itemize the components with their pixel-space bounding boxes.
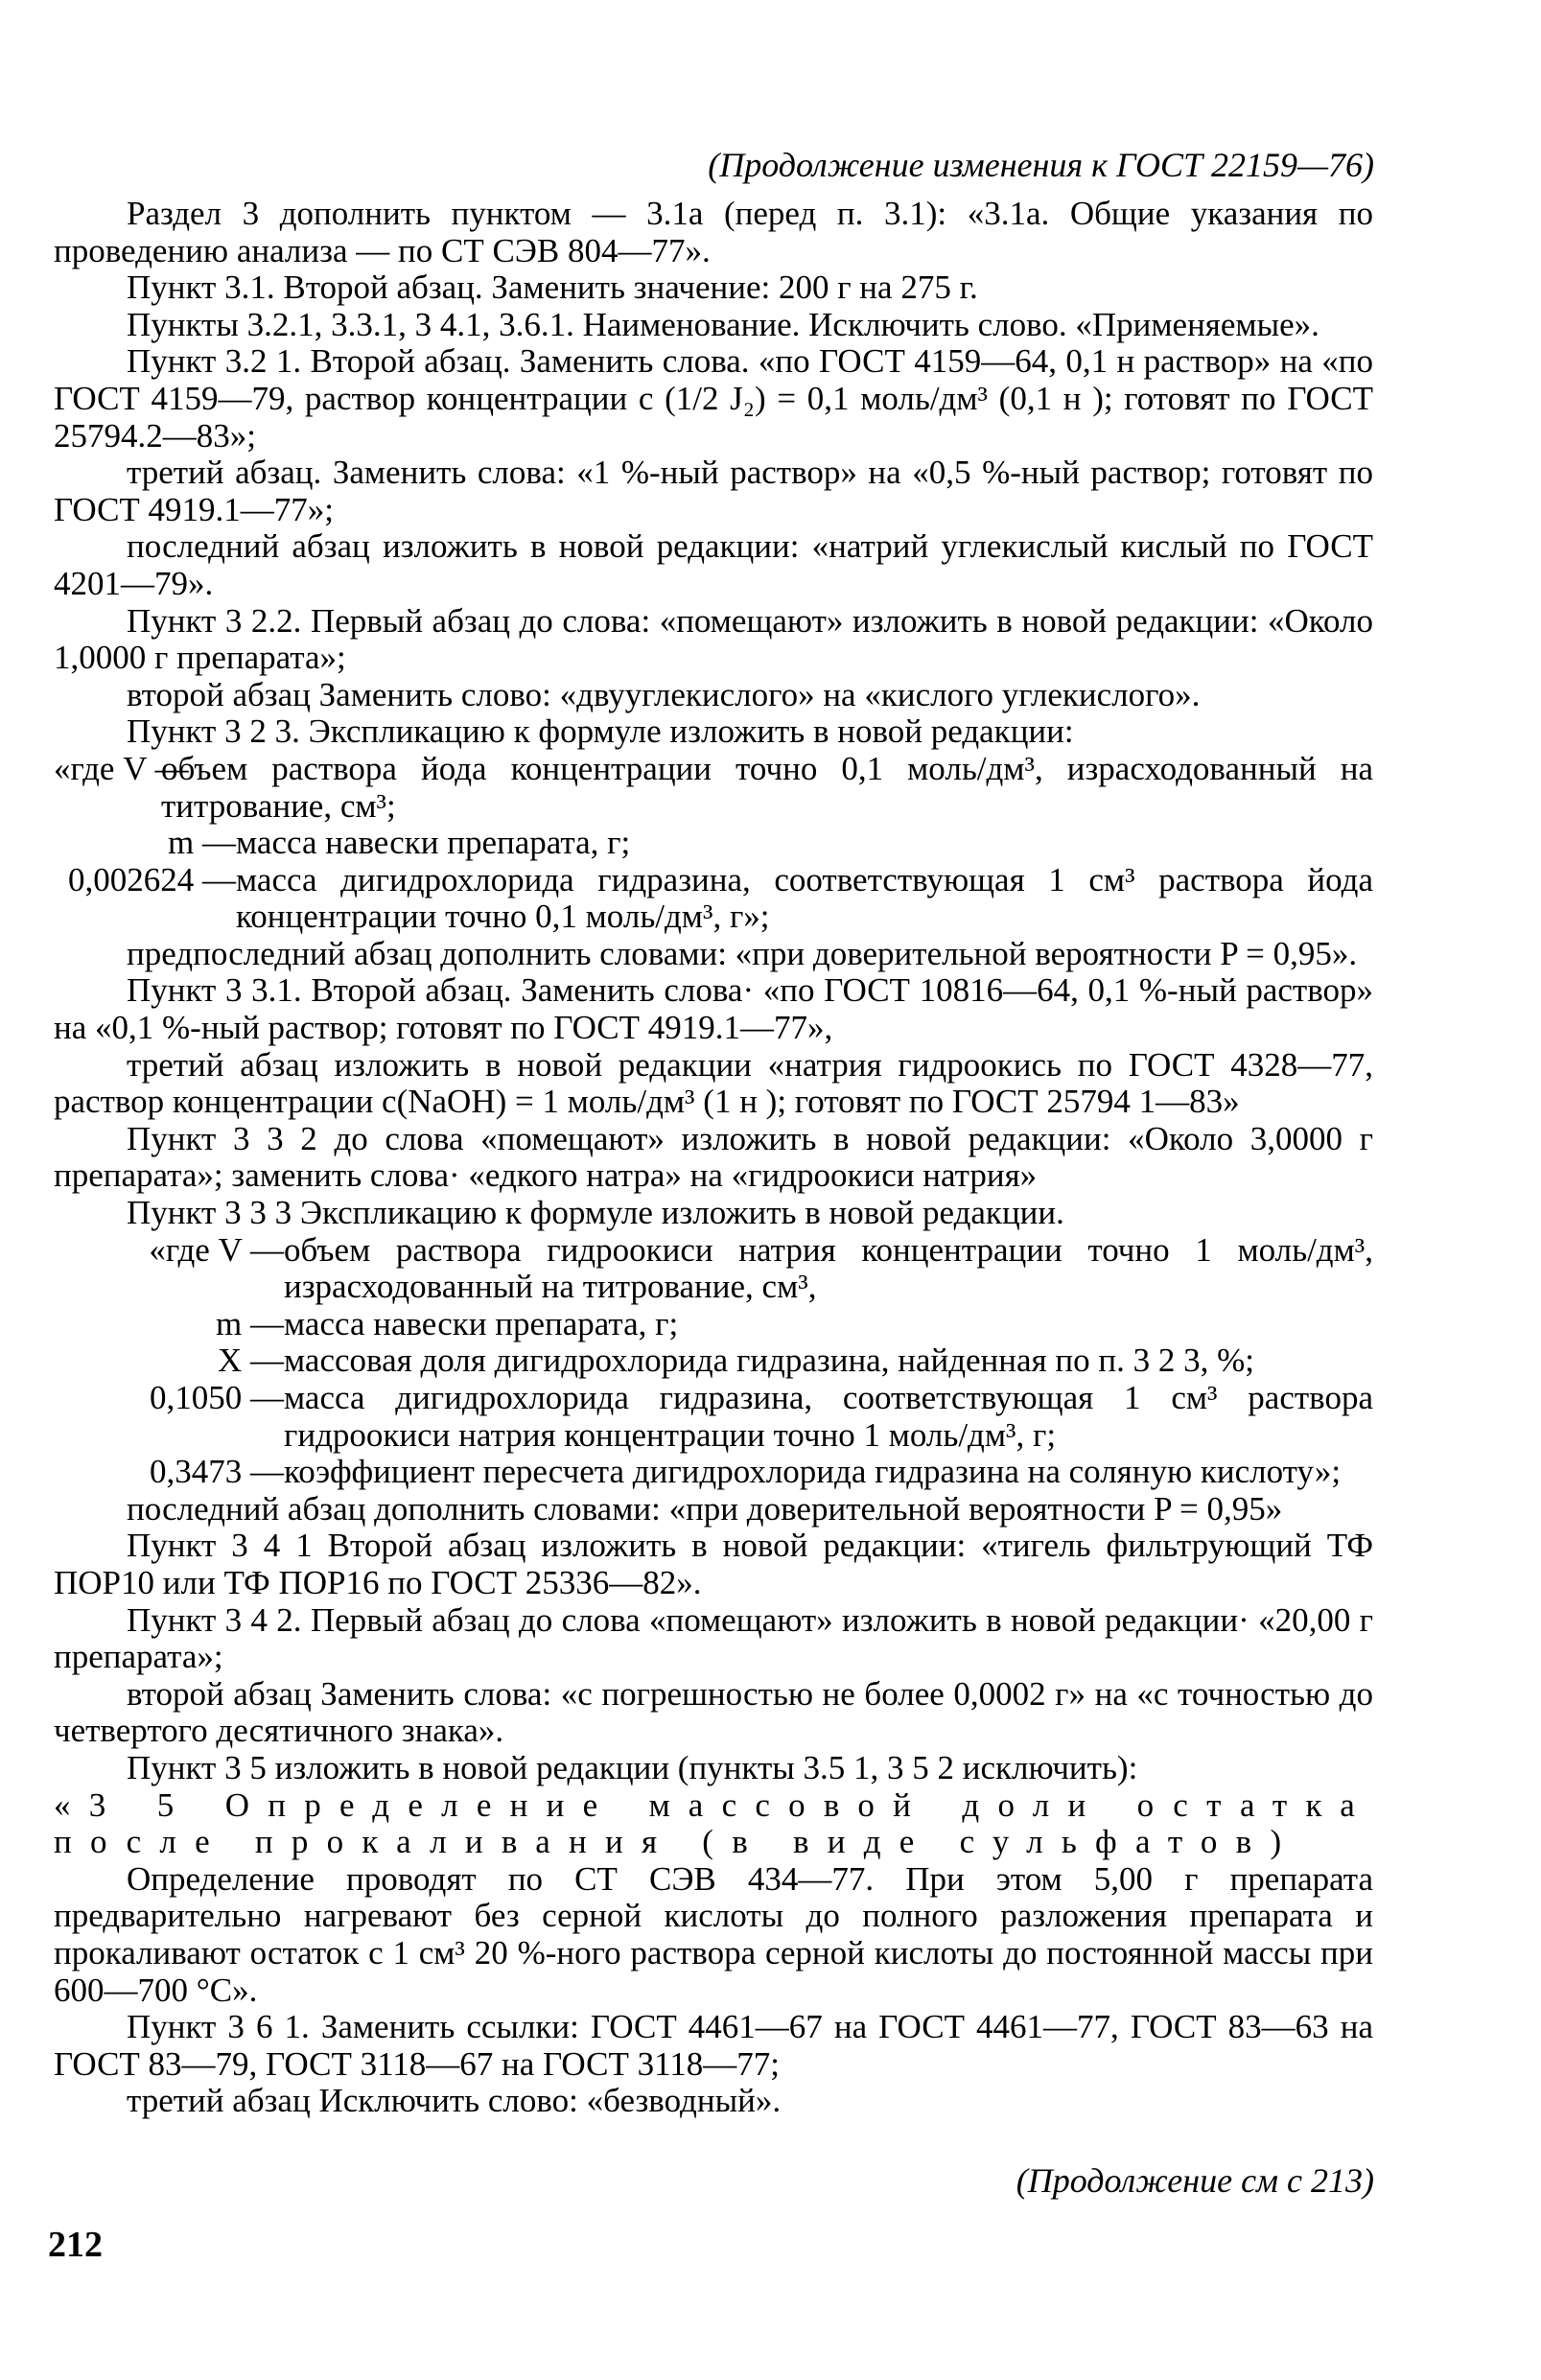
explication-item: [54, 751, 1373, 825]
amendment-paragraph: Пункт 3 3 3 Экспликацию к формуле изложить в новой редакции.: [127, 1194, 1064, 1232]
amendment-paragraph: третий абзац Исключить слово: «безводный».: [127, 2082, 782, 2120]
amendment-paragraph: предпоследний абзац дополнить словами: «при доверительной вероятности P = 0,95».: [127, 934, 1358, 972]
amendment-paragraph: Пункт 3 4 2. Первый абзац до слова «помещают» изложить в новой редакции· «20,00 г препарата»;: [54, 1600, 1373, 1676]
explication-description: масса дигидрохлорида гидразина, соответствующая 1 см³ раствора йода концентрации точно 0,1 моль/дм³, г»;: [236, 860, 1373, 936]
explication-item: [54, 1232, 1373, 1306]
amendment-paragraph: второй абзац Заменить слово: «двууглекислого» на «кислого углекислого».: [127, 675, 1201, 713]
explication-description: масса навески препарата, г;: [236, 824, 631, 862]
amendment-paragraph: второй абзац Заменить слова: «с погрешностью не более 0,0002 г» на «с точностью до четвертого десятичного знака».: [54, 1674, 1373, 1750]
explication-symbol: m —: [168, 824, 236, 862]
amendment-paragraph: Пункт 3.1. Второй абзац. Заменить значение: 200 г на 275 г.: [127, 268, 978, 307]
amendment-paragraph: Пункты 3.2.1, 3.3.1, 3 4.1, 3.6.1. Наименование. Исключить слово. «Применяемые».: [127, 305, 1319, 343]
amendment-paragraph: Пункт 3 5 изложить в новой редакции (пункты 3.5 1, 3 5 2 исключить):: [127, 1748, 1138, 1786]
amendment-paragraph: Пункт 3 3.1. Второй абзац. Заменить слова· «по ГОСТ 10816—64, 0,1 %-ный раствор» на «0,1 %-ный раствор; готовят по ГОСТ 4919.1—77»,: [54, 971, 1373, 1047]
explication-item: [54, 1306, 1373, 1343]
amendment-paragraph: Пункт 3 3 2 до слова «помещают» изложить в новой редакции: «Около 3,0000 г препарата»; заменить слова· «едкого натра» на «гидроокиси натрия»: [54, 1119, 1373, 1195]
explication-description: масса навески препарата, г;: [284, 1304, 679, 1342]
explication-item: [54, 825, 1373, 862]
amendment-paragraph: Пункт 3 4 1 Второй абзац изложить в новой редакции: «тигель фильтрующий ТФ ПОР10 или ТФ ПОР16 по ГОСТ 25336—82».: [54, 1527, 1373, 1601]
explication-symbol: m —: [216, 1304, 284, 1342]
explication-description: коэффициент пересчета дигидрохлорида гидразина на соляную кислоту»;: [284, 1453, 1342, 1491]
amendment-paragraph: последний абзац изложить в новой редакции: «натрий углекислый кислый по ГОСТ 4201—79».: [54, 527, 1373, 602]
explication-description: массовая доля дигидрохлорида гидразина, найденная по п. 3 2 3, %;: [284, 1342, 1254, 1380]
amendment-body: [54, 196, 1373, 2120]
explication-description: масса дигидрохлорида гидразина, соответствующая 1 см³ раствора гидроокиси натрия концентрации точно 1 моль/дм³, г;: [284, 1379, 1373, 1454]
explication-item: [54, 1380, 1373, 1454]
explication-item: [54, 1454, 1373, 1491]
page-number: 212: [48, 2225, 103, 2265]
explication-symbol: 0,002624 —: [68, 860, 236, 898]
explication-item: [54, 862, 1373, 936]
amendment-paragraph: Пункт 3.2 1. Второй абзац. Заменить слова. «по ГОСТ 4159—64, 0,1 н раствор» на «по ГОСТ 4159—79, раствор концентрации с (1/2 J₂) = 0,1 моль/дм³ (0,1 н ); готовят по ГОСТ 25794.2—83»;: [54, 342, 1373, 455]
explication-symbol: «где V —: [149, 1230, 284, 1269]
amendment-paragraph: последний абзац дополнить словами: «при доверительной вероятности P = 0,95»: [127, 1489, 1283, 1528]
amendment-paragraph: третий абзац. Заменить слова: «1 %-ный раствор» на «0,5 %-ный раствор; готовят по ГОСТ 4919.1—77»;: [54, 454, 1373, 528]
running-header: (Продолжение изменения к ГОСТ 22159—76): [708, 146, 1374, 184]
explication-description: объем раствора гидроокиси натрия концентрации точно 1 моль/дм³, израсходованный на титрование, см³,: [284, 1230, 1373, 1306]
amendment-paragraph: третий абзац изложить в новой редакции «натрия гидроокись по ГОСТ 4328—77, раствор концентрации с(NaOH) = 1 моль/дм³ (1 н ); готовят по ГОСТ 25794 1—83»: [54, 1045, 1373, 1121]
amendment-paragraph: Пункт 3 2 3. Экспликацию к формуле изложить в новой редакции:: [127, 712, 1074, 751]
amendment-paragraph: Определение проводят по СТ СЭВ 434—77. При этом 5,00 г препарата предварительно нагревают без серной кислоты до полного разложения препарата и прокаливают остаток с 1 см³ 20 %-ного раствора серной кислоты до постоянной массы при 600—700 °С».: [54, 1859, 1373, 2009]
amendment-paragraph: Пункт 3 6 1. Заменить ссылки: ГОСТ 4461—67 на ГОСТ 4461—77, ГОСТ 83—63 на ГОСТ 83—79, ГОСТ 3118—67 на ГОСТ 3118—77;: [54, 2008, 1373, 2083]
explication-symbol: «где V —: [54, 749, 189, 787]
amendment-paragraph: Пункт 3 2.2. Первый абзац до слова: «помещают» изложить в новой редакции: «Около 1,0000 г препарата»;: [54, 601, 1373, 677]
explication-item: [54, 1342, 1373, 1380]
explication-description: объем раствора йода концентрации точно 0,1 моль/дм³, израсходованный на титрование, см³;: [161, 749, 1373, 825]
explication-symbol: 0,1050 —: [150, 1379, 284, 1416]
explication-symbol: X —: [217, 1342, 284, 1380]
amendment-paragraph: «3 5 Определение массовой доли остатка после прокаливания (в виде сульфатов): [54, 1785, 1373, 1861]
explication-symbol: 0,3473 —: [150, 1453, 284, 1491]
continuation-note: (Продолжение см с 213): [1016, 2161, 1374, 2200]
amendment-paragraph: Раздел 3 дополнить пунктом — 3.1а (перед п. 3.1): «3.1а. Общие указания по проведению анализа — по СТ СЭВ 804—77».: [54, 195, 1373, 269]
